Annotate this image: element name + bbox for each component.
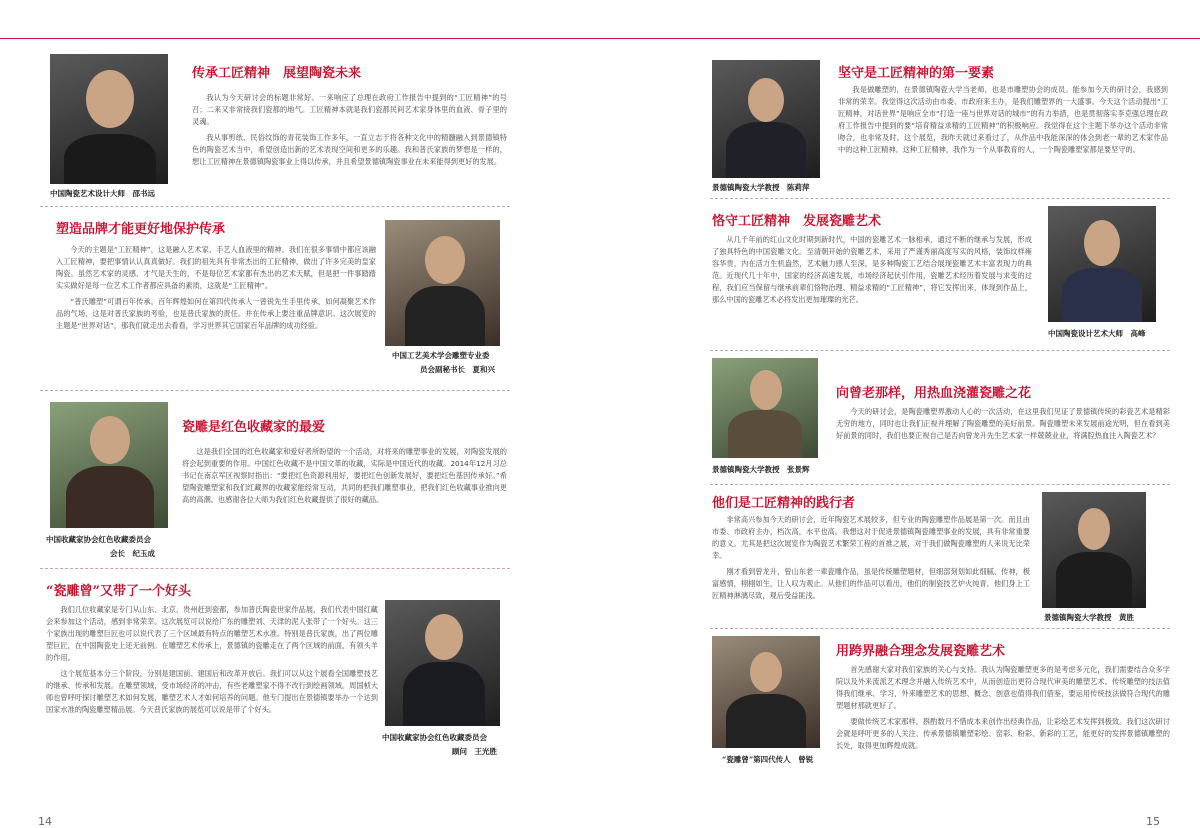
photo-caption: 中国陶瓷设计艺术大师 高峰 [1048, 329, 1146, 338]
portrait-photo [385, 220, 500, 346]
top-rule [0, 38, 1200, 39]
page-number: 14 [38, 815, 52, 828]
portrait-photo [50, 402, 168, 528]
article-divider [710, 628, 1170, 629]
photo-caption: 员会副秘书长 夏和兴 [420, 365, 495, 374]
article-huang [710, 486, 1170, 628]
article-body: 非常高兴参加今天的研讨会，近年陶瓷艺术展较多，但专业的陶瓷雕塑作品展是第一次。而且由市委、市政府主办，档次高，水平也高。我想这对于促进景德镇陶瓷雕塑事业的发展，具有非常重要的意义。尤其是把这次展览作为陶瓷艺术繁荣工程的首推之展，对于我们做陶瓷雕塑的人来说无比荣幸。 刚才看到曾龙升、曾山东老一辈瓷雕作品，虽是传统雕塑题材，但细部刻划如此细腻、传神，极富感情，栩栩如生，让人叹为观止。从他们的作品可以看出，他们的制瓷技艺炉火纯青，他们身上工匠精神淋漓尽致，观后受益匪浅。 [712, 515, 1030, 600]
article-title: “瓷雕曾”又带了一个好头 [46, 584, 191, 599]
photo-caption: 会长 纪玉成 [110, 549, 155, 558]
article-body: 这是我们全国的红色收藏家和爱好者所盼望的一个活动，对将来的雕塑事业的发展，对陶瓷发展的将会起到重要的作用。中国红色收藏不是中国文革的收藏，实际是中国近代的收藏。2014年12月习总书记在南京军区视察时指出：“要把红色资源利用好，要把红色创新发展好，要把红色基因传承好。”希望陶瓷雕塑家和我们红藏界的收藏家能经常互动，共同的把我们雕塑事业，把我们红色收藏事业推向更高的高潮。也感谢各位大师为我们红色收藏提供了很好的藏品。 [182, 447, 507, 504]
article-title: 传承工匠精神 展望陶瓷未来 [192, 66, 362, 81]
portrait-photo [1042, 492, 1146, 608]
portrait-photo [1048, 206, 1156, 322]
article-zhang [710, 352, 1170, 482]
photo-caption: 中国陶瓷艺术设计大师 邵书远 [50, 189, 155, 198]
article-shao [40, 50, 510, 210]
article-body: 我认为今天研讨会的标题非常好。一来响应了总理在政府工作报告中提到的“工匠精神”的号召；二来又非常接我们瓷都的地气。工匠精神本就是我们瓷都民间艺术家身体里的血液、骨子里的灵魂。 我从事剪纸、民俗纹饰的青花装饰工作多年，一直立志于将各种文化中的精髓融入到景德镇特色的陶瓷艺术当中，希望创造出新的艺术表现空间和更多的乐趣。我和普氏家族的梦想是一样的，想让工匠精神在景德镇陶瓷事业上得以传承，并且希望景德镇陶瓷事业在未来能得到更好的发展。 [192, 93, 507, 166]
article-gao [710, 202, 1170, 350]
photo-caption: 景德镇陶瓷大学教授 黄胜 [1044, 613, 1134, 622]
photo-caption: 中国收藏家协会红色收藏委员会 [382, 733, 487, 742]
article-title: 塑造品牌才能更好地保护传承 [56, 222, 226, 237]
article-ji [40, 396, 510, 562]
article-body: 我们几位收藏家是专门从山东、北京、贵州赶到瓷都，参加普氏陶瓷世家作品展，我们代表中国红藏会来参加这个活动，感到非常荣幸。这次展览可以说给广东的雕塑刘、天津的泥人张带了一个好头。这三个家族出现的雕塑巨匠也可以说代表了三个区域最有特点的雕塑艺术水准。特别是普氏家族，出了两位雕塑巨匠，在中国陶瓷史上还无前例。在雕塑艺术传承上，景德镇的瓷雕走在了两个区域的前面，有领头羊的作用。 这个展览基本分三个阶段，分别是建国前、建国后和改革开放后。我们可以从这个展看全国雕塑技艺的继承、传承和发展。在雕塑领域，受市场经济的冲击，有些老雕塑家不得不改行到绘画领域。周国桢大师也曾呼吁探讨雕塑艺术如何发展，雕塑艺术人才如何培养的问题。他专门提出在景德镇要举办一个达到国家水准的陶瓷雕塑精品展。今天普氏家族的展览可以说是带了个好头。 [46, 605, 378, 714]
article-divider [40, 206, 510, 207]
article-body: 今天的主题是“工匠精神”，这是融入艺术家、手艺人血液里的精神。我们在很多事情中都应该融入工匠精神，要把事情认认真真做好。我们的祖先具有非常杰出的工匠精神，做出了许多完美的皇家陶瓷。虽然艺术家的灵感、才气是天生的，不是每位艺术家都有杰出的艺术天赋，但是把一件事踏踏实实做好是每一位艺术工作者都应具备的素质，这就是“工匠精神”。 “普氏雕塑”可谓百年传承。百年辉煌如何在第四代传承人一曾锐先生手里传承，如何凝聚艺术作品的气场，这是对普氏家族的考验，也是普氏家族的责任。并在传承上要注重品牌意识。这次展览的主题是“世界对话”，那我们就走出去看看，学习世界其它国家百年品牌的成功经验。 [56, 245, 376, 330]
portrait-photo [712, 358, 818, 458]
article-body: 今天的研讨会，是陶瓷雕塑界激动人心的一次活动，在这里我们见证了景德镇传统的彩瓷艺术是精彩无穷的地方，同时也让我们正视并理解了陶瓷雕塑的美好前景。陶瓷雕塑未来发展前途光明，但在看到美好前景的同时，我们也要正视自己是否向曾龙升先生艺术家一样兢兢业业，将满腔热血注入陶瓷艺术？ [836, 407, 1170, 440]
article-title: 恪守工匠精神 发展瓷雕艺术 [712, 214, 882, 229]
photo-caption: “瓷雕曾”第四代传人 曾锐 [722, 755, 814, 764]
photo-caption: 景德镇陶瓷大学教授 陈莉萍 [712, 183, 810, 192]
article-divider [710, 198, 1170, 199]
photo-caption: 中国工艺美术学会雕塑专业委 [392, 351, 490, 360]
article-wang [40, 574, 510, 794]
portrait-photo [50, 54, 168, 184]
article-zeng [710, 630, 1170, 810]
page-number: 15 [1146, 815, 1160, 828]
right-page [710, 40, 1170, 828]
left-page [38, 40, 510, 828]
photo-caption: 顾问 王光胜 [452, 747, 497, 756]
article-body: 从几千年前的红山文化时期到新时代，中国的瓷雕艺术一脉相承，通过不断的继承与发展，形成了独具特色的中国瓷雕文化。至清朝开始的瓷雕艺术，采用了严谨秀丽高度写实的风格，装饰纹样雍容华贵，内在活力生机盎然，艺术魅力感人至深，是多种陶瓷工艺结合展现瓷雕艺术丰富表现力的典范。近现代几十年中，国家的经济高速发展，市场经济起伏引作用，瓷雕艺术经历着发展与求变的过程，我们应当保留与继承前辈们恪物治理、精益求精的“工匠精神”，将它发挥出来，体现到作品上，那么中国的瓷雕艺术必将发出更加璀璨的光芒。 [712, 235, 1032, 304]
article-divider [40, 568, 510, 569]
portrait-photo [712, 60, 820, 178]
article-title: 用跨界融合理念发展瓷雕艺术 [836, 644, 1006, 659]
portrait-photo [712, 636, 820, 748]
portrait-photo [385, 600, 500, 726]
article-title: 瓷雕是红色收藏家的最爱 [182, 420, 326, 435]
photo-caption: 景德镇陶瓷大学教授 张景辉 [712, 465, 810, 474]
article-xia [40, 210, 510, 390]
article-title: 他们是工匠精神的践行者 [712, 496, 856, 511]
article-body: 首先感谢大家对我们家族的关心与支持。我认为陶瓷雕塑更多的是考虑多元化，我们需要结合众多学院以及外来流派艺术理念并融入传统艺术中，从而创造出更符合现代审美的雕塑艺术。传统雕塑的技法值得我们继承、学习，外来雕塑艺术的思想、概念、创意也值得我们借鉴，要运用传统技法做符合现代的雕塑题材那就更好了。 要做传统艺术家那样，斟酌数月不惜成本来创作出经典作品，让彩绘艺术发挥到极致。我们这次研讨会就是呼吁更多的人关注、传承景德镇雕塑彩绘、窑彩、粉彩、新彩的工艺，能更好的发挥景德镇雕塑的长处，取得更加辉煌成就。 [836, 665, 1170, 750]
article-body: 我是做雕塑的，在景德镇陶瓷大学当老师，也是市雕塑协会的成员。能参加今天的研讨会，我感到非常的荣幸。我觉得这次活动由市委、市政府来主办，是我们雕塑界的一大盛事。今天这个活动提出“工匠精神，对话世界”是响应全市“打造一座与世界对话的城市”的有力举措，也是贯彻落实李克强总理在政府工作报告中提到的要“培育精益求精的工匠精神”的积极响应。我觉得在这个主题下举办这个活动非常吻合，也非常及时。这个展览，我昨天就过来看过了，从作品中我能深深的体会到老一辈的艺术家作品中的这种工匠精神。这种工匠精神，我作为一个从事教育的人，一个陶瓷雕塑家都是要坚守的。 [838, 85, 1168, 154]
article-title: 坚守是工匠精神的第一要素 [838, 66, 995, 81]
article-title: 向曾老那样，用热血浇灌瓷雕之花 [836, 386, 1032, 401]
article-divider [40, 390, 510, 391]
photo-caption: 中国收藏家协会红色收藏委员会 [46, 535, 151, 544]
article-divider [710, 484, 1170, 485]
article-divider [710, 350, 1170, 351]
